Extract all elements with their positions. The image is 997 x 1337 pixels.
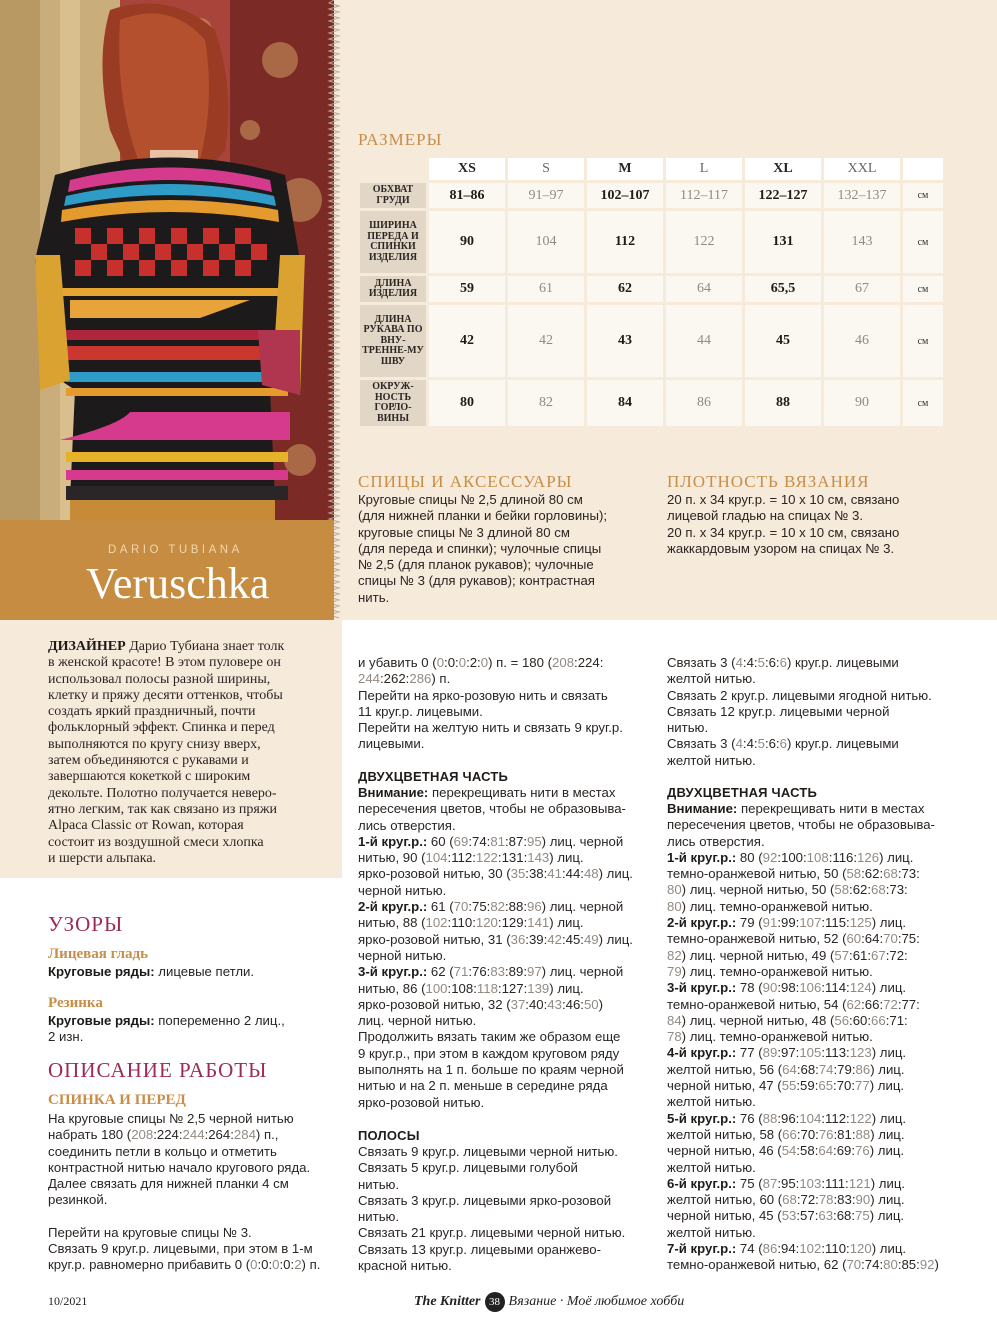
size-value: 82 (667, 947, 682, 963)
table-cell: 131 (745, 211, 821, 273)
row-label: ОКРУЖ-НОСТЬ ГОРЛО-ВИНЫ (360, 380, 426, 426)
text-line: 3-й круг.р.: 78 (90:98:106:114:124) лиц. (667, 980, 907, 996)
size-value: 6 (779, 655, 787, 670)
size-value: 244 (182, 1127, 205, 1143)
size-value: 143 (527, 850, 550, 866)
size-value: 54 (781, 1143, 797, 1159)
size-value: 123 (849, 1045, 872, 1061)
size-value: 72 (883, 996, 898, 1012)
size-col-xs: XS (429, 158, 505, 180)
text-line: 244:262:286) п. (358, 671, 451, 687)
size-col-xl: XL (745, 158, 821, 180)
text-line: Внимание: перекрещивать нити в местах (358, 785, 616, 800)
text-line: 9 круг.р., при этом в каждом круговом ряду (358, 1045, 620, 1061)
text-line: 3-й круг.р.: 62 (71:76:83:89:97) лиц. черной (358, 964, 624, 980)
work-col3-top (667, 655, 967, 769)
text-line: лись отверстия. (358, 817, 456, 833)
size-value: 70 (453, 899, 469, 915)
text-line: черной нитью, 45 (53:57:63:68:75) лиц. (667, 1208, 905, 1224)
size-value: 5 (757, 655, 765, 670)
size-value: 35 (510, 866, 526, 882)
size-value: 104 (799, 1110, 822, 1126)
text-line: 80) лиц. темно-оранжевой нитью. (667, 898, 873, 914)
size-col-m: M (587, 158, 663, 180)
size-value: 92 (919, 1257, 935, 1273)
text-line: нитью, 88 (102:110:120:129:141) лиц. (358, 915, 584, 931)
text-line: Связать 9 круг.р. лицевыми, при этом в 1-м (48, 1241, 313, 1257)
size-value: 36 (510, 931, 526, 947)
size-value: 90 (855, 1192, 871, 1208)
text-line: Внимание: перекрещивать нити в местах (667, 801, 925, 816)
table-row (360, 276, 943, 302)
gauge-text: 20 п. х 34 круг.р. = 10 х 10 см, связано лицевой гладью на спицах № 3. 20 п. х 34 круг.р. = 10 х 10 см, связано жаккардовым узором на спицах № 3. (667, 492, 900, 556)
size-value: 4 (735, 736, 743, 752)
table-cell: 42 (508, 305, 584, 377)
size-value: 105 (799, 1045, 822, 1061)
table-cell: 112–117 (666, 183, 742, 208)
size-value: 120 (849, 1241, 872, 1257)
work-col1 (48, 1111, 343, 1274)
text-line: Связать 3 (4:4:5:6:6) круг.р. лицевыми (667, 736, 899, 752)
row-label: ДЛИНА ИЗДЕЛИЯ (360, 276, 426, 302)
text-line: черной нитью, 47 (55:59:65:70:77) лиц. (667, 1078, 905, 1094)
text-line: ярко-розовой нитью, 30 (35:38:41:44:48) лиц. (358, 866, 633, 882)
size-value: 67 (871, 947, 886, 963)
text-line: красной нитью. (358, 1258, 452, 1274)
table-cell: 104 (508, 211, 584, 273)
text-line: темно-оранжевой нитью, 54 (62:66:72:77: (667, 996, 920, 1012)
size-value: 70 (883, 931, 898, 947)
pattern-text: лицевые петли. (154, 964, 255, 979)
pattern-description (48, 1013, 338, 1046)
text-line: Перейти на круговые спицы № 3. (48, 1224, 252, 1240)
table-row (360, 211, 943, 273)
size-value: 97 (527, 964, 542, 980)
twocolor-heading: ДВУХЦВЕТНАЯ ЧАСТЬ (358, 769, 509, 784)
text-line: Связать 21 круг.р. лицевыми черной нитью. (358, 1225, 626, 1241)
text-line: желтой нитью, 56 (64:68:74:79:86) лиц. (667, 1061, 905, 1077)
size-value: 68 (782, 1192, 797, 1208)
bold-label: Внимание: (358, 785, 429, 800)
size-value: 102 (425, 915, 448, 931)
model-photo (0, 0, 334, 524)
table-cell: 122 (666, 211, 742, 273)
work-col3-twocolor (667, 801, 977, 1274)
size-value: 96 (527, 899, 542, 915)
work-heading: ОПИСАНИЕ РАБОТЫ (48, 1058, 268, 1082)
size-value: 78 (818, 1192, 834, 1208)
bold-label: 1-й круг.р.: (667, 849, 737, 865)
pattern-label: Круговые ряды: (48, 964, 155, 979)
text-line: темно-оранжевой нитью, 50 (58:62:68:73: (667, 866, 920, 882)
gauge-heading: ПЛОТНОСТЬ ВЯЗАНИЯ (667, 472, 870, 491)
unit-cell: см (903, 380, 943, 426)
text-line: желтой нитью. (667, 1094, 756, 1110)
text-line: лиц. черной нитью. (358, 1013, 477, 1029)
text-line: нитью. (358, 1176, 400, 1192)
size-value: 65 (818, 1078, 834, 1094)
size-value: 57 (834, 947, 850, 963)
size-value: 82 (490, 899, 505, 915)
table-cell: 43 (587, 305, 663, 377)
size-value: 208 (552, 655, 575, 670)
size-value: 76 (818, 1126, 834, 1142)
text-line: пересечения цветов, чтобы не образовыва- (667, 817, 935, 833)
intro-text (48, 639, 338, 867)
size-value: 286 (409, 671, 432, 687)
size-value: 2 (294, 1257, 302, 1273)
table-row (360, 380, 943, 426)
size-value: 60 (846, 931, 862, 947)
sizes-table (357, 155, 946, 429)
size-value: 58 (834, 882, 850, 898)
bold-label: Внимание: (667, 801, 738, 816)
text-line: На круговые спицы № 2,5 черной нитью (48, 1111, 294, 1126)
text-line: Продолжить вязать таким же образом еще (358, 1029, 621, 1045)
size-value: 106 (799, 980, 822, 996)
text-line: 79) лиц. темно-оранжевой нитью. (667, 963, 873, 979)
size-value: 89 (762, 1045, 778, 1061)
size-value: 90 (762, 980, 778, 996)
size-value: 141 (527, 915, 550, 931)
size-value: 122 (849, 1110, 872, 1126)
size-value: 95 (527, 833, 542, 849)
size-value: 64 (818, 1143, 834, 1159)
size-value: 86 (762, 1241, 778, 1257)
magazine-name: The Knitter (414, 1294, 481, 1309)
size-value: 69 (453, 833, 469, 849)
size-value: 53 (781, 1208, 797, 1224)
size-value: 100 (425, 980, 448, 996)
size-value: 108 (806, 849, 829, 865)
text-line: Связать 3 (4:4:5:6:6) круг.р. лицевыми (667, 655, 899, 670)
size-value: 64 (782, 1061, 797, 1077)
size-value: 50 (583, 996, 599, 1012)
size-value: 37 (510, 996, 526, 1012)
text-line: Перейти на ярко-розовую нить и связать (358, 687, 608, 703)
size-value: 62 (846, 996, 862, 1012)
unit-cell: см (903, 305, 943, 377)
table-row (360, 305, 943, 377)
text-line: Далее связать для нижней планки 4 см (48, 1176, 289, 1192)
text-line: соединить петли в кольцо и отметить (48, 1143, 277, 1159)
size-value: 126 (857, 849, 880, 865)
row-label: ОБХВАТ ГРУДИ (360, 183, 426, 208)
table-cell: 82 (508, 380, 584, 426)
size-value: 88 (855, 1126, 871, 1142)
table-cell: 122–127 (745, 183, 821, 208)
text-line: черной нитью. (358, 882, 447, 898)
size-value: 92 (762, 849, 778, 865)
size-col-l: L (666, 158, 742, 180)
size-value: 4 (735, 655, 743, 670)
text-line: темно-оранжевой нитью, 52 (60:64:70:75: (667, 931, 920, 947)
text-line: 2-й круг.р.: 61 (70:75:82:88:96) лиц. черной (358, 899, 624, 915)
text-line: Связать 9 круг.р. лицевыми черной нитью. (358, 1144, 618, 1159)
size-value: 0 (458, 655, 467, 670)
bold-label: 1-й круг.р.: (358, 833, 428, 849)
size-value: 79 (667, 963, 682, 979)
size-value: 86 (855, 1061, 871, 1077)
size-value: 66 (782, 1126, 797, 1142)
size-value: 74 (818, 1061, 834, 1077)
table-cell: 42 (429, 305, 505, 377)
text-line: 82) лиц. черной нитью, 49 (57:61:67:72: (667, 947, 908, 963)
text-line: черной нитью. (358, 947, 447, 963)
size-value: 49 (583, 931, 599, 947)
table-cell: 88 (745, 380, 821, 426)
bold-label: 3-й круг.р.: (667, 980, 737, 996)
table-cell: 90 (429, 211, 505, 273)
size-value: 104 (425, 850, 448, 866)
twocolor-heading-2: ДВУХЦВЕТНАЯ ЧАСТЬ (667, 785, 818, 800)
sizes-header-row (360, 158, 943, 180)
text-line: желтой нитью. (667, 671, 756, 687)
text-line: Связать 5 круг.р. лицевыми голубой (358, 1160, 578, 1176)
size-value: 5 (757, 736, 765, 752)
unit-cell: см (903, 211, 943, 273)
table-cell: 143 (824, 211, 900, 273)
size-value: 77 (855, 1078, 870, 1094)
stripes-heading: ПОЛОСЫ (358, 1128, 420, 1143)
table-cell: 67 (824, 276, 900, 302)
table-row (360, 183, 943, 208)
text-line: круг.р. равномерно прибавить 0 (0:0:0:0:2) п. (48, 1257, 321, 1273)
designer-name: DARIO TUBIANA (108, 544, 243, 556)
text-line: 1-й круг.р.: 60 (69:74:81:87:95) лиц. черной (358, 833, 624, 849)
table-cell: 59 (429, 276, 505, 302)
accessories-text: Круговые спицы № 2,5 длиной 80 см (для нижней планки и бейки горловины); круговые спицы № 3 длиной 80 см (для переда и спинки); чулочные спицы № 2,5 (для планок рукавов); чулочные спицы № 3 (для рукавов); контрастная нить. (358, 492, 607, 605)
text-line: лись отверстия. (667, 833, 765, 849)
size-value: 208 (131, 1127, 154, 1143)
text-line: контрастной нитью начало кругового ряда. (48, 1159, 311, 1175)
size-value: 80 (667, 898, 682, 914)
work-col2-twocolor (358, 785, 658, 1111)
text-line: нитью и на 2 п. меньше в середине ряда (358, 1078, 608, 1094)
size-value: 71 (453, 964, 469, 980)
size-value: 121 (848, 1175, 871, 1191)
size-value: 63 (818, 1208, 834, 1224)
size-value: 56 (834, 1012, 850, 1028)
table-cell: 91–97 (508, 183, 584, 208)
magazine-footer (414, 1292, 684, 1312)
text-line: 1-й круг.р.: 80 (92:100:108:116:126) лиц. (667, 849, 914, 865)
pattern-name: Лицевая гладь (48, 946, 149, 962)
size-value: 84 (667, 1012, 682, 1028)
table-cell: 62 (587, 276, 663, 302)
text-line: ярко-розовой нитью, 32 (37:40:43:46:50) (358, 996, 604, 1012)
patterns-heading: УЗОРЫ (48, 912, 124, 936)
size-value: 103 (799, 1175, 822, 1191)
size-value: 139 (527, 980, 550, 996)
size-value: 78 (667, 1029, 682, 1045)
work-col2-top (358, 655, 658, 753)
bold-label: 3-й круг.р.: (358, 964, 428, 980)
text-line: желтой нитью, 60 (68:72:78:83:90) лиц. (667, 1192, 905, 1208)
accessories-heading: СПИЦЫ И АКСЕССУАРЫ (358, 472, 573, 491)
size-col-xxl: XXL (824, 158, 900, 180)
table-cell: 45 (745, 305, 821, 377)
table-cell: 90 (824, 380, 900, 426)
text-line: желтой нитью, 58 (66:70:76:81:88) лиц. (667, 1126, 905, 1142)
size-value: 284 (233, 1127, 256, 1143)
size-value: 55 (781, 1078, 797, 1094)
size-value: 42 (547, 931, 562, 947)
text-line: 78) лиц. темно-оранжевой нитью. (667, 1029, 873, 1045)
size-value: 75 (855, 1208, 870, 1224)
size-value: 0 (250, 1257, 258, 1273)
bold-label: 5-й круг.р.: (667, 1110, 737, 1126)
table-cell: 132–137 (824, 183, 900, 208)
bold-label: 6-й круг.р.: (667, 1175, 737, 1191)
text-line: Связать 2 круг.р. лицевыми ягодной нитью. (667, 687, 932, 703)
row-label: ДЛИНА РУКАВА ПО ВНУ-ТРЕННЕ-МУ ШВУ (360, 305, 426, 377)
text-line: 6-й круг.р.: 75 (87:95:103:111:121) лиц. (667, 1175, 906, 1191)
unit-cell: см (903, 276, 943, 302)
size-value: 88 (762, 1110, 778, 1126)
size-value: 76 (855, 1143, 870, 1159)
size-value: 81 (490, 833, 505, 849)
table-cell: 44 (666, 305, 742, 377)
size-col-s: S (508, 158, 584, 180)
size-value: 102 (799, 1241, 822, 1257)
text-line: ярко-розовой нитью. (358, 1094, 485, 1110)
pattern-title: Veruschka (86, 559, 270, 608)
unit-col (903, 158, 943, 180)
size-value: 66 (871, 1012, 886, 1028)
text-line: желтой нитью. (667, 1159, 756, 1175)
size-value: 118 (476, 980, 498, 996)
bold-label: 4-й круг.р.: (667, 1045, 737, 1061)
size-value: 58 (846, 866, 862, 882)
size-value: 244 (358, 671, 381, 687)
text-line: набрать 180 (208:224:244:264:284) п., (48, 1127, 279, 1143)
table-cell: 112 (587, 211, 663, 273)
table-cell: 102–107 (587, 183, 663, 208)
text-line: нитью, 90 (104:112:122:131:143) лиц. (358, 850, 584, 866)
table-corner (360, 158, 426, 180)
text-line: и убавить 0 (0:0:0:2:0) п. = 180 (208:224: (358, 655, 604, 670)
size-value: 107 (799, 915, 822, 931)
size-value: 91 (762, 915, 778, 931)
size-value: 70 (846, 1257, 862, 1273)
size-value: 48 (583, 866, 599, 882)
size-value: 80 (883, 1257, 898, 1273)
text-line: желтой нитью. (667, 752, 756, 768)
text-line: желтой нитью. (667, 1224, 756, 1240)
bold-label: 7-й круг.р.: (667, 1241, 737, 1257)
text-line: темно-оранжевой нитью, 62 (70:74:80:85:92) (667, 1257, 939, 1273)
pattern-description (48, 964, 338, 980)
pattern-text: попеременно 2 лиц., 2 изн. (48, 1013, 285, 1045)
size-value: 125 (849, 915, 872, 931)
page-number: 38 (485, 1292, 505, 1312)
row-label: ШИРИНА ПЕРЕДА И СПИНКИ ИЗДЕЛИЯ (360, 211, 426, 273)
text-line: 5-й круг.р.: 76 (88:96:104:112:122) лиц. (667, 1110, 907, 1126)
text-line: 7-й круг.р.: 74 (86:94:102:110:120) лиц. (667, 1241, 907, 1257)
pattern-name: Резинка (48, 995, 103, 1011)
pattern-label: Круговые ряды: (48, 1013, 155, 1028)
table-cell: 64 (666, 276, 742, 302)
size-value: 124 (849, 980, 872, 996)
intro-lead: ДИЗАЙНЕР (48, 639, 126, 654)
text-line: нитью. (358, 1209, 400, 1225)
size-value: 0 (272, 1257, 280, 1273)
text-line: 4-й круг.р.: 77 (89:97:105:113:123) лиц. (667, 1045, 907, 1061)
size-value: 68 (883, 866, 898, 882)
issue-number: 10/2021 (48, 1294, 88, 1308)
text-line: выполнять на 1 п. больше по краям черной (358, 1062, 624, 1078)
text-line: Перейти на желтую нить и связать 9 круг.р. (358, 720, 623, 736)
sizes-heading: РАЗМЕРЫ (358, 130, 443, 149)
text-line: 84) лиц. черной нитью, 48 (56:60:66:71: (667, 1012, 908, 1028)
table-cell: 84 (587, 380, 663, 426)
intro-body: Дарио Тубиана знает толк в женской красоте! В этом пуловере он использовал полосы разной ширины, клетку и пряжу десяти оттенков, чтобы создать яркий праздничный, почти фольклорный эффект. Спинка и перед выполняются по кругу снизу вверх, затем объединяются с рукавами и завершаются кокеткой с широким декольте. Полотно получается неверо- ятно легким, так как связано из пряжи Alpaca Classic от Rowan, которая состоит из воздушной смеси хлопка и шерсти альпака. (48, 639, 285, 866)
bold-label: 2-й круг.р.: (667, 915, 737, 931)
text-line: Связать 13 круг.р. лицевыми оранжево- (358, 1241, 602, 1257)
size-value: 0 (436, 655, 445, 670)
text-line: 11 круг.р. лицевыми. (358, 703, 483, 719)
work-subheading: СПИНКА И ПЕРЕД (48, 1092, 186, 1108)
size-value: 87 (762, 1175, 778, 1191)
size-value: 43 (547, 996, 562, 1012)
size-value: 83 (490, 964, 505, 980)
bold-label: 2-й круг.р.: (358, 899, 428, 915)
magazine-tagline: Вязание · Моё любимое хобби (508, 1294, 685, 1309)
table-cell: 81–86 (429, 183, 505, 208)
size-value: 80 (667, 882, 682, 898)
text-line: 2-й круг.р.: 79 (91:99:107:115:125) лиц. (667, 915, 907, 931)
text-line: 80) лиц. черной нитью, 50 (58:62:68:73: (667, 882, 908, 898)
work-col2-stripes (358, 1144, 658, 1274)
size-value: 0 (480, 655, 489, 670)
table-cell: 86 (666, 380, 742, 426)
text-line: ярко-розовой нитью, 31 (36:39:42:45:49) лиц. (358, 931, 633, 947)
size-value: 122 (475, 850, 498, 866)
size-value: 68 (871, 882, 886, 898)
text-line: лицевыми. (358, 736, 425, 752)
unit-cell: см (903, 183, 943, 208)
table-cell: 61 (508, 276, 584, 302)
table-cell: 46 (824, 305, 900, 377)
text-line: нитью. (667, 720, 709, 736)
text-line: резинкой. (48, 1192, 108, 1208)
text-line: Связать 3 круг.р. лицевыми ярко-розовой (358, 1192, 612, 1208)
size-value: 6 (779, 736, 787, 752)
text-line: пересечения цветов, чтобы не образовыва- (358, 801, 626, 817)
table-cell: 65,5 (745, 276, 821, 302)
table-cell: 80 (429, 380, 505, 426)
text-line: черной нитью, 46 (54:58:64:69:76) лиц. (667, 1143, 905, 1159)
text-line (48, 1209, 343, 1225)
size-value: 41 (547, 866, 562, 882)
text-line: нитью, 86 (100:108:118:127:139) лиц. (358, 980, 584, 996)
size-value: 120 (475, 915, 498, 931)
text-line: Связать 12 круг.р. лицевыми черной (667, 703, 890, 719)
